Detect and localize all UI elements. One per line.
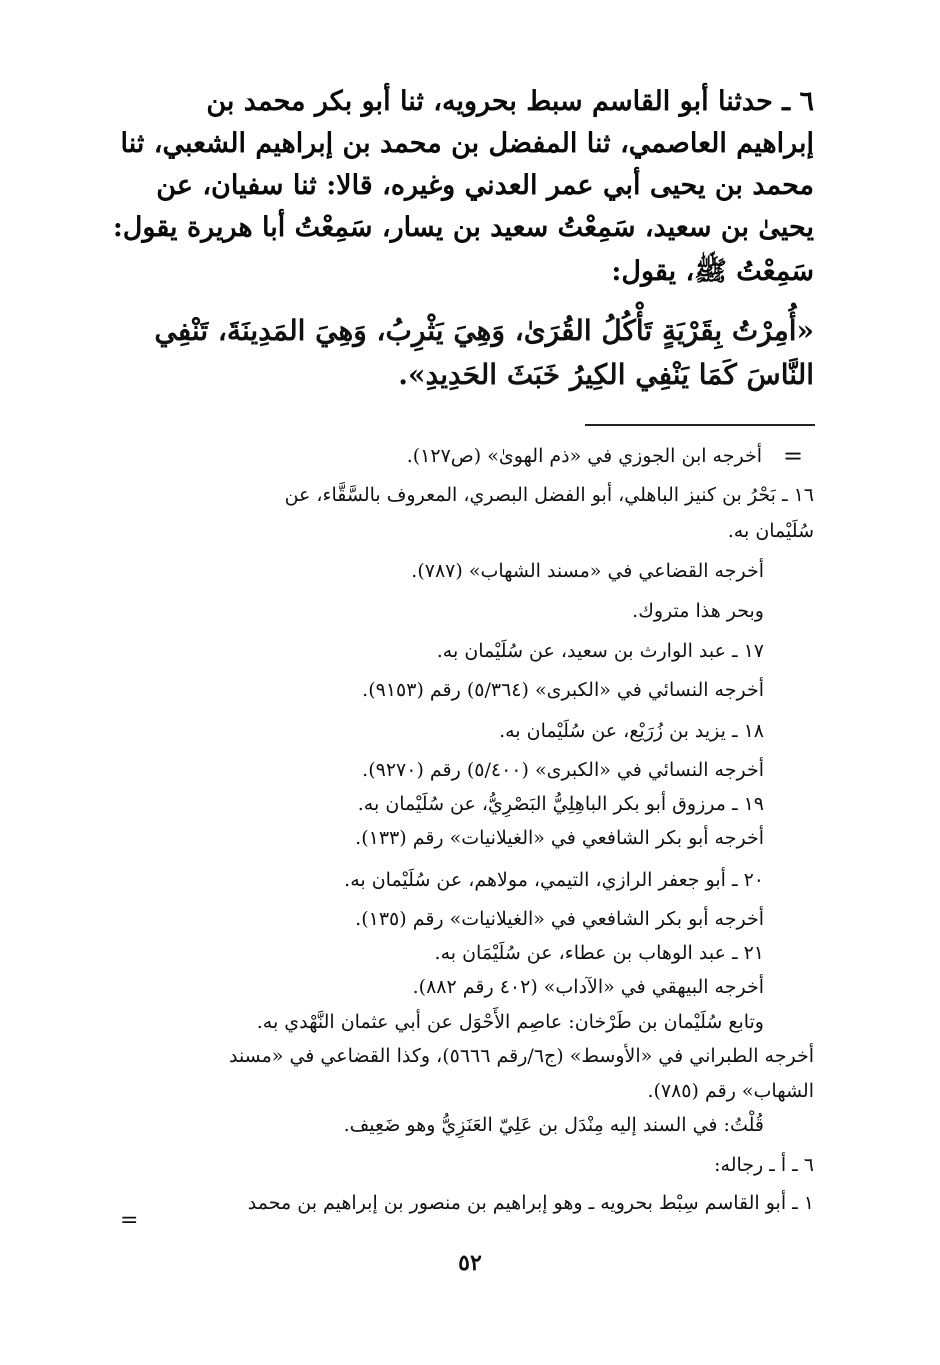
footnote-line: ١٨ ـ يزيد بن زُرَيْع، عن سُلَيْمان به. xyxy=(499,720,764,742)
footnote-line: ٢١ ـ عبد الوهاب بن عطاء، عن سُلَيْمَان به. xyxy=(434,942,764,964)
footnote-line: ١ ـ أبو القاسم سِبْط بحرويه ـ وهو إبراهيم بن منصور بن إبراهيم بن محمد xyxy=(247,1192,814,1214)
page-number: ٥٢ xyxy=(458,1250,482,1276)
main-text-line: يحيىٰ بن سعيد، سَمِعْتُ سعيد بن يسار، سَمِعْتُ أبا هريرة يقول: xyxy=(112,212,814,243)
hadith-text-line: النَّاسَ كَمَا يَنْفِي الكِيرُ خَبَثَ الحَدِيدِ». xyxy=(398,358,814,391)
footnote-line: ٢٠ ـ أبو جعفر الرازي، التيمي، مولاهم، عن سُلَيْمان به. xyxy=(344,869,764,891)
hadith-text-line: «أُمِرْتُ بِقَرْيَةٍ تَأْكُلُ القُرَىٰ، وَهِيَ يَثْرِبُ، وَهِيَ المَدِينَةَ، تَنْفِي xyxy=(154,314,814,347)
main-text-line: سَمِعْتُ ﷺ، يقول: xyxy=(611,256,814,287)
footnote-line: أخرجه أبو بكر الشافعي في «الغيلانيات» رقم (١٣٥). xyxy=(355,908,764,930)
footnote-line: ١٧ ـ عبد الوارث بن سعيد، عن سُلَيْمان به. xyxy=(436,640,764,662)
page-continuation-marker: = xyxy=(120,1208,139,1233)
footnote-line: الشهاب» رقم (٧٨٥). xyxy=(647,1080,814,1102)
footnote-line: أخرجه الطبراني في «الأوسط» (ج٦/رقم ٥٦٦٦)، وكذا القضاعي في «مسند xyxy=(228,1045,814,1067)
footnote-line: أخرجه ابن الجوزي في «ذم الهوىٰ» (ص١٢٧). xyxy=(406,445,762,467)
footnote-separator xyxy=(585,424,815,426)
main-text-line: إبراهيم العاصمي، ثنا المفضل بن محمد بن إبراهيم الشعبي، ثنا xyxy=(120,128,814,159)
footnote-line: أخرجه النسائي في «الكبرى» (٥/٤٠٠) رقم (٩٢٧٠). xyxy=(362,759,764,781)
footnote-line: وتابع سُلَيْمان بن طَرْخان: عاصِم الأَحْوَل عن أبي عثمان النَّهْدي به. xyxy=(256,1011,764,1033)
main-text-line: ٦ ـ حدثنا أبو القاسم سبط بحرويه، ثنا أبو بكر محمد بن xyxy=(206,86,814,117)
footnote-line: أخرجه البيهقي في «الآداب» (٤٠٢ رقم ٨٨٢). xyxy=(412,976,764,998)
footnote-line: سُلَيْمان به. xyxy=(727,520,814,542)
main-text-line: محمد بن يحيى أبي عمر العدني وغيره، قالا: ثنا سفيان، عن xyxy=(156,170,814,201)
footnote-line: أخرجه النسائي في «الكبرى» (٥/٣٦٤) رقم (٩١٥٣). xyxy=(362,679,764,701)
footnote-line: ١٩ ـ مرزوق أبو بكر الباهِلِيُّ البَصْرِيُّ، عن سُلَيْمان به. xyxy=(357,793,764,815)
footnote-line: أخرجه أبو بكر الشافعي في «الغيلانيات» رقم (١٣٣). xyxy=(355,827,764,849)
footnote-line: ١٦ ـ بَحْرُ بن كنيز الباهلي، أبو الفضل البصري، المعروف بالسَّقَّاء، عن xyxy=(284,484,814,506)
footnote-line: أخرجه القضاعي في «مسند الشهاب» (٧٨٧). xyxy=(411,560,764,582)
footnote-line: وبحر هذا متروك. xyxy=(632,600,764,622)
footnote-continuation-marker: = xyxy=(783,442,804,470)
footnote-line: ٦ ـ أ ـ رجاله: xyxy=(714,1154,814,1176)
footnote-line: قُلْتُ: في السند إليه مِنْدَل بن عَلِيّ العَنَزِيُّ وهو ضَعِيف. xyxy=(343,1114,764,1136)
